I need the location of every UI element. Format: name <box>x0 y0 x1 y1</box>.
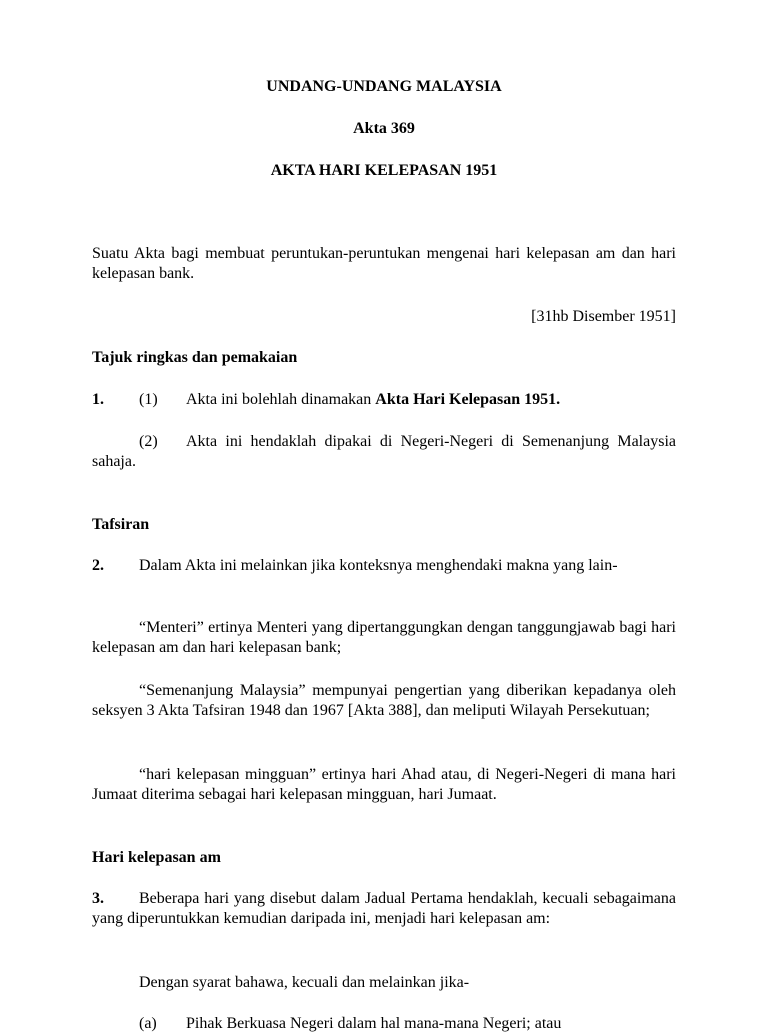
subsection-2-number: (2) <box>139 433 158 450</box>
section-1-number: 1. <box>92 391 104 408</box>
section-2-intro <box>92 556 676 576</box>
section-3-body: Beberapa hari yang disebut dalam Jadual Pertama hendaklah, kecuali sebagaimana yang diperuntukkan kemudian daripada ini, menjadi hari kelepasan am: <box>92 890 676 927</box>
law-title: UNDANG-UNDANG MALAYSIA <box>266 78 502 95</box>
subsection-1-text: Akta ini bolehlah dinamakan <box>186 391 376 408</box>
section-1-heading: Tajuk ringkas dan pemakaian <box>92 349 298 366</box>
section-3-heading: Hari kelepasan am <box>92 849 221 866</box>
subsection-2-text: Akta ini hendaklah dipakai di Negeri-Negeri di Semenanjung Malaysia sahaja. <box>92 433 676 470</box>
item-a-number: (a) <box>139 1015 157 1032</box>
section-3-item-a <box>92 1014 676 1034</box>
section-3-text <box>92 889 676 929</box>
section-2-intro-text: Dalam Akta ini melainkan jika konteksnya menghendaki makna yang lain- <box>139 557 618 574</box>
preamble: Suatu Akta bagi membuat peruntukan-peruntukan mengenai hari kelepasan am dan hari kelepasan bank. <box>92 245 676 282</box>
act-title: AKTA HARI KELEPASAN 1951 <box>270 162 498 179</box>
definition-menteri: “Menteri” ertinya Menteri yang dipertanggungkan dengan tanggungjawab bagi hari kelepasan am dan hari kelepasan bank; <box>92 619 676 656</box>
act-number: Akta 369 <box>353 120 415 137</box>
section-1-sub-1 <box>92 390 676 410</box>
document-page <box>92 0 676 1032</box>
section-3-proviso: Dengan syarat bahawa, kecuali dan melainkan jika- <box>139 974 470 991</box>
item-a-text: Pihak Berkuasa Negeri dalam hal mana-mana Negeri; atau <box>186 1015 562 1032</box>
act-date: [31hb Disember 1951] <box>531 308 676 325</box>
section-3-number: 3. <box>92 890 104 907</box>
section-2-heading: Tafsiran <box>92 516 150 533</box>
definition-hari-kelepasan-mingguan: “hari kelepasan mingguan” ertinya hari Ahad atau, di Negeri-Negeri di mana hari Jumaat diterima sebagai hari kelepasan mingguan, hari Jumaat. <box>92 766 676 803</box>
subsection-1-number: (1) <box>139 391 158 408</box>
definition-semenanjung: “Semenanjung Malaysia” mempunyai pengertian yang diberikan kepadanya oleh seksyen 3 Akta Tafsiran 1948 dan 1967 [Akta 388], dan meliputi Wilayah Persekutuan; <box>92 682 676 719</box>
section-2-number: 2. <box>92 557 104 574</box>
subsection-1-act-name: Akta Hari Kelepasan 1951. <box>375 391 561 408</box>
section-1-sub-2 <box>92 432 676 472</box>
